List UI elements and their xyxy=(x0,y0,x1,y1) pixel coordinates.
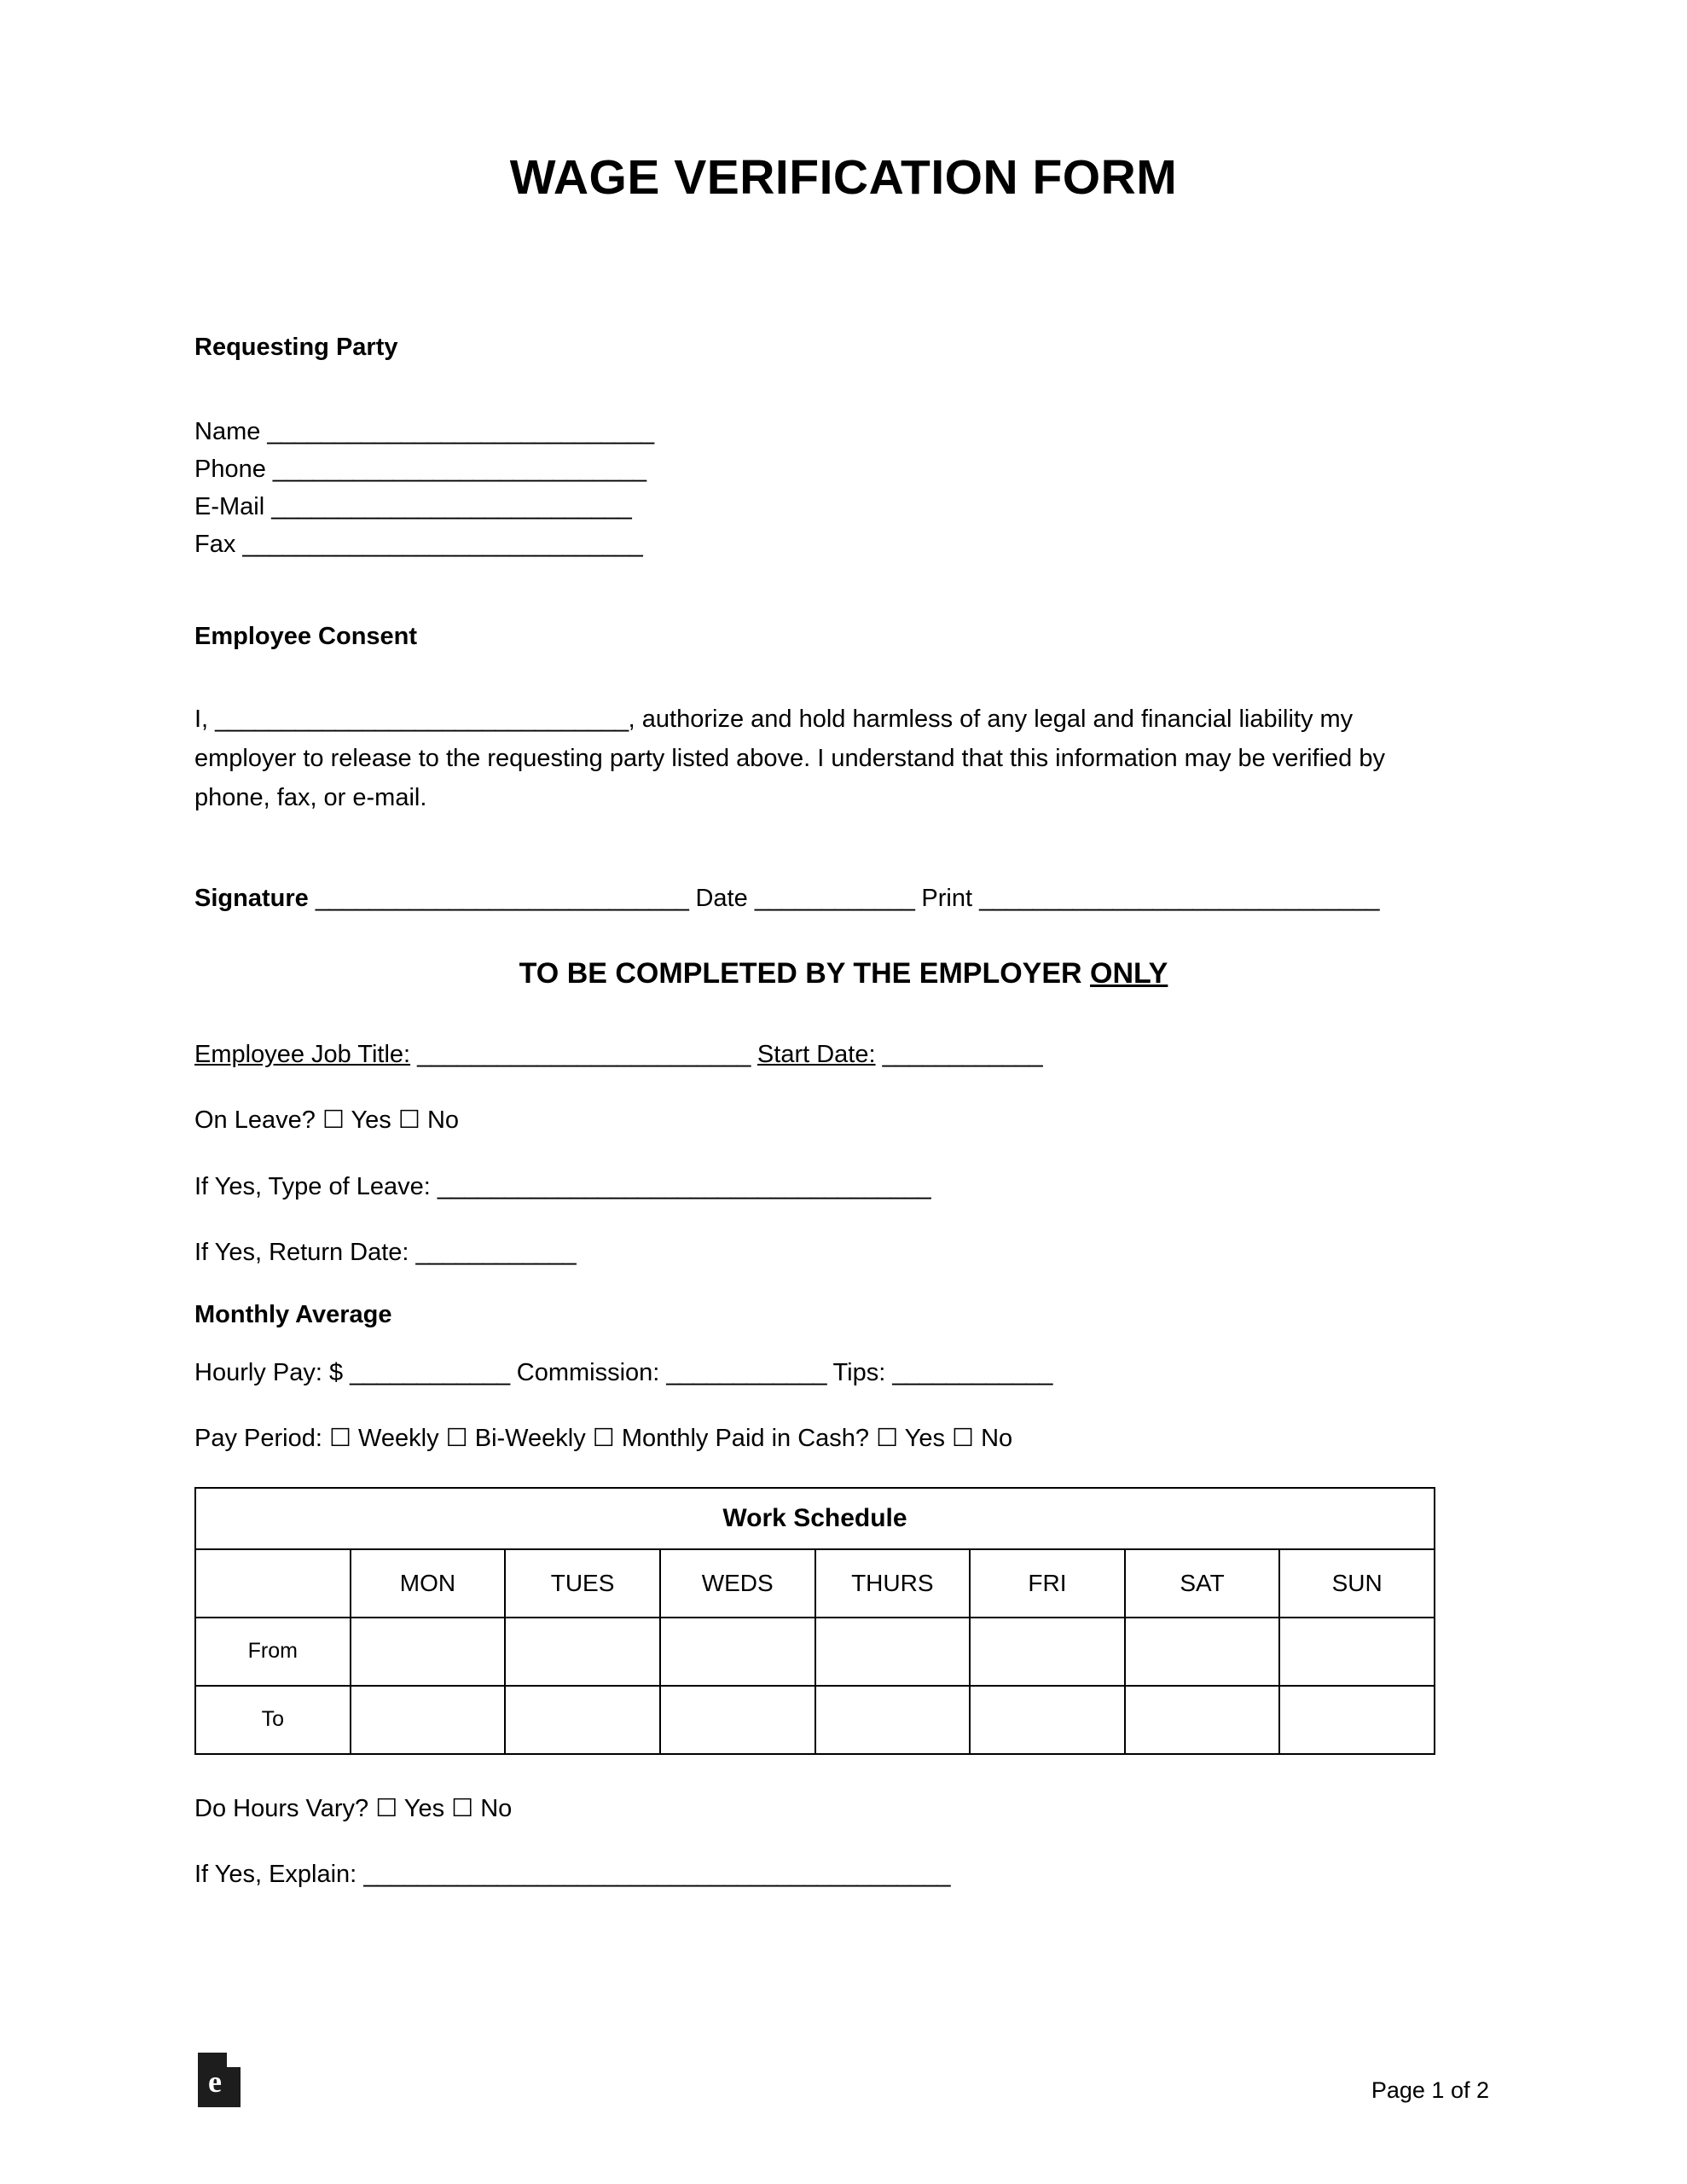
hourly-pay-blank[interactable]: ____________ xyxy=(350,1358,510,1386)
spacer-before-consent xyxy=(194,563,1493,623)
day-header-mon: MON xyxy=(351,1549,506,1618)
row-hours-vary xyxy=(194,1791,1493,1828)
hours-vary-yes-checkbox[interactable]: ☐ xyxy=(375,1794,398,1822)
to-fri-cell[interactable] xyxy=(970,1686,1125,1754)
pay-period-biweekly-checkbox[interactable]: ☐ xyxy=(445,1425,468,1453)
page-title: WAGE VERIFICATION FORM xyxy=(509,150,1178,205)
work-schedule-corner-cell xyxy=(195,1549,351,1618)
consent-text: , authorize and hold harmless of any legal and financial liability my employer to release to the requesting party listed above. I understand that this information may be verified by phone, fax, or e-mail. xyxy=(194,706,1385,811)
field-phone-blank[interactable]: ____________________________ xyxy=(272,456,646,484)
signature-print-label: Print xyxy=(921,884,973,912)
requesting-party-heading: Requesting Party xyxy=(194,334,398,361)
paid-in-cash-no-label: No xyxy=(981,1425,1013,1453)
hourly-pay-label: Hourly Pay: $ xyxy=(194,1358,344,1386)
row-on-leave xyxy=(194,1102,1493,1140)
day-header-sun: SUN xyxy=(1279,1549,1435,1618)
day-header-tues: TUES xyxy=(505,1549,660,1618)
day-header-sat: SAT xyxy=(1125,1549,1280,1618)
tips-blank[interactable]: ____________ xyxy=(892,1358,1052,1386)
return-date-blank[interactable]: ____________ xyxy=(415,1239,577,1267)
spacer-after-banner xyxy=(194,999,1493,1037)
signature-blank[interactable]: ____________________________ xyxy=(315,884,689,912)
page-number: Page 1 of 2 xyxy=(1371,2077,1489,2103)
leave-type-blank[interactable]: _____________________________________ xyxy=(437,1172,931,1200)
from-tues-cell[interactable] xyxy=(505,1618,660,1686)
row-job-title xyxy=(194,1037,1493,1074)
consent-prefix: I, xyxy=(194,706,216,734)
on-leave-no-label: No xyxy=(426,1107,460,1135)
day-header-fri: FRI xyxy=(970,1549,1125,1618)
signature-date-blank[interactable]: ____________ xyxy=(754,884,915,912)
job-title-label: Employee Job Title: xyxy=(194,1040,411,1068)
paid-in-cash-yes-checkbox[interactable]: ☐ xyxy=(876,1425,899,1453)
row-return-date xyxy=(194,1234,1493,1272)
commission-label: Commission: xyxy=(516,1358,660,1386)
pay-period-weekly-checkbox[interactable]: ☐ xyxy=(328,1425,351,1453)
from-sat-cell[interactable] xyxy=(1125,1618,1280,1686)
consent-paragraph xyxy=(194,700,1406,817)
field-fax-blank[interactable]: ______________________________ xyxy=(242,531,643,559)
document-icon xyxy=(198,2053,241,2107)
field-fax xyxy=(194,526,1493,563)
field-phone-label: Phone xyxy=(194,456,266,484)
signature-label: Signature xyxy=(194,884,309,912)
eforms-logo xyxy=(198,2053,244,2109)
document-icon-fold xyxy=(227,2053,241,2067)
pay-period-biweekly-label: Bi-Weekly xyxy=(474,1425,586,1453)
employer-banner-emphasis: ONLY xyxy=(1090,956,1168,990)
field-name-blank[interactable]: _____________________________ xyxy=(267,418,654,445)
from-thurs-cell[interactable] xyxy=(815,1618,971,1686)
day-header-weds: WEDS xyxy=(660,1549,815,1618)
start-date-blank[interactable]: ____________ xyxy=(882,1040,1043,1068)
on-leave-label: On Leave? xyxy=(194,1107,316,1135)
to-sat-cell[interactable] xyxy=(1125,1686,1280,1754)
row-label-from: From xyxy=(195,1618,351,1686)
explain-blank[interactable]: ____________________________________________ xyxy=(363,1861,950,1889)
row-label-to: To xyxy=(195,1686,351,1754)
page-footer xyxy=(0,2049,1687,2109)
logo-letter: e xyxy=(208,2065,222,2099)
to-sun-cell[interactable] xyxy=(1279,1686,1435,1754)
explain-label: If Yes, Explain: xyxy=(194,1861,357,1889)
spacer-title-bottom xyxy=(194,206,1493,334)
on-leave-no-checkbox[interactable]: ☐ xyxy=(397,1107,420,1135)
tips-label: Tips: xyxy=(832,1358,886,1386)
leave-type-label: If Yes, Type of Leave: xyxy=(194,1172,431,1200)
row-explain xyxy=(194,1856,1493,1894)
start-date-label: Start Date: xyxy=(757,1040,876,1068)
table-row xyxy=(195,1686,1435,1754)
consent-name-blank[interactable]: _______________________________ xyxy=(215,706,629,734)
to-mon-cell[interactable] xyxy=(351,1686,506,1754)
row-leave-type xyxy=(194,1169,1493,1206)
pay-period-label: Pay Period: xyxy=(194,1425,322,1453)
employee-consent-heading: Employee Consent xyxy=(194,623,418,651)
from-weds-cell[interactable] xyxy=(660,1618,815,1686)
employer-banner-text: TO BE COMPLETED BY THE EMPLOYER xyxy=(519,956,1091,990)
hours-vary-no-checkbox[interactable]: ☐ xyxy=(451,1794,474,1822)
on-leave-yes-checkbox[interactable]: ☐ xyxy=(322,1107,345,1135)
field-phone xyxy=(194,450,1493,488)
from-sun-cell[interactable] xyxy=(1279,1618,1435,1686)
row-hourly-pay xyxy=(194,1355,1493,1392)
table-row xyxy=(195,1618,1435,1686)
field-email xyxy=(194,488,1493,526)
return-date-label: If Yes, Return Date: xyxy=(194,1239,409,1267)
paid-in-cash-label: Paid in Cash? xyxy=(715,1425,870,1453)
field-email-blank[interactable]: ___________________________ xyxy=(271,493,632,521)
field-fax-label: Fax xyxy=(194,531,236,559)
pay-period-weekly-label: Weekly xyxy=(358,1425,439,1453)
work-schedule-table xyxy=(194,1487,1435,1755)
row-pay-period xyxy=(194,1420,1493,1458)
field-name xyxy=(194,413,1493,450)
spacer-before-signature xyxy=(194,818,1493,885)
signature-print-blank[interactable]: ______________________________ xyxy=(979,884,1379,912)
work-schedule-title: Work Schedule xyxy=(195,1488,1435,1549)
field-name-label: Name xyxy=(194,418,261,445)
hours-vary-label: Do Hours Vary? xyxy=(194,1794,369,1822)
to-weds-cell[interactable] xyxy=(660,1686,815,1754)
hours-vary-no-label: No xyxy=(480,1794,513,1822)
monthly-average-heading: Monthly Average xyxy=(194,1300,392,1328)
from-fri-cell[interactable] xyxy=(970,1618,1125,1686)
paid-in-cash-no-checkbox[interactable]: ☐ xyxy=(952,1425,975,1453)
to-thurs-cell[interactable] xyxy=(815,1686,971,1754)
signature-date-label: Date xyxy=(695,884,748,912)
pay-period-monthly-checkbox[interactable]: ☐ xyxy=(592,1425,615,1453)
field-email-label: E-Mail xyxy=(194,493,265,521)
signature-row xyxy=(194,885,1493,913)
from-mon-cell[interactable] xyxy=(351,1618,506,1686)
job-title-blank[interactable]: _________________________ xyxy=(417,1040,751,1068)
employer-only-banner xyxy=(194,913,1493,999)
to-tues-cell[interactable] xyxy=(505,1686,660,1754)
day-header-thurs: THURS xyxy=(815,1549,971,1618)
pay-period-monthly-label: Monthly xyxy=(621,1425,709,1453)
hours-vary-yes-label: Yes xyxy=(403,1794,445,1822)
work-schedule-header-row xyxy=(195,1549,1435,1618)
paid-in-cash-yes-label: Yes xyxy=(904,1425,945,1453)
spacer-consent-heading xyxy=(194,651,1493,700)
on-leave-yes-label: Yes xyxy=(351,1107,391,1135)
commission-blank[interactable]: ____________ xyxy=(666,1358,826,1386)
work-schedule-title-row xyxy=(195,1488,1435,1549)
spacer-requesting-heading xyxy=(194,362,1493,413)
